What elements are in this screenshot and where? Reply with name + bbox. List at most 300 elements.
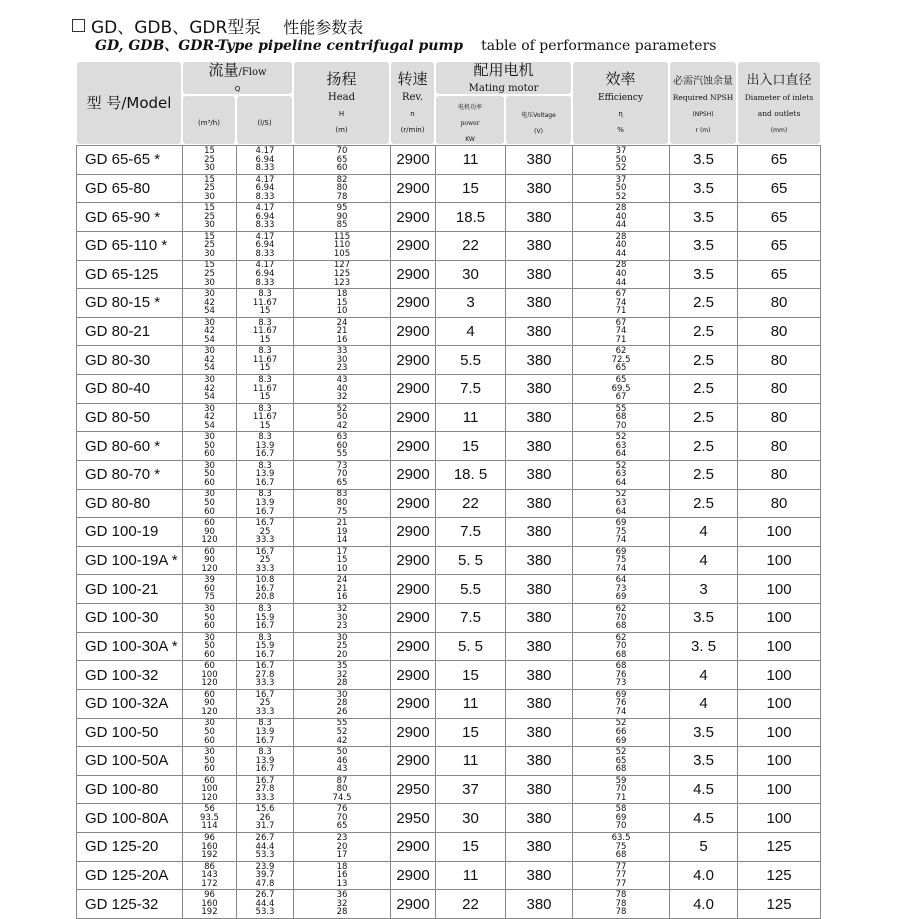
- h-value: 24: [336, 575, 348, 586]
- eff-value: 76: [615, 669, 627, 680]
- eff-value: 63: [615, 440, 627, 451]
- ls-value: 4.17: [255, 203, 275, 214]
- h-cell: [293, 660, 390, 689]
- q-value: 15: [204, 231, 215, 242]
- q-value: 15: [204, 203, 215, 214]
- h-value: 80: [336, 784, 348, 795]
- q-value: 30: [204, 747, 215, 758]
- h-cell: [293, 603, 390, 632]
- h-value: 50: [336, 412, 348, 423]
- title-cn-sub: 性能参数表: [283, 18, 364, 37]
- model-cell: GD 100-19: [76, 517, 182, 546]
- ls-cell: [236, 775, 293, 804]
- title-en: GD, GDB、GDR-Type pipeline centrifugal pump: [95, 38, 464, 54]
- q-value: 54: [204, 334, 215, 345]
- voltage-cell: 380: [505, 660, 572, 689]
- ls-value: 31.7: [255, 821, 275, 832]
- h-value: 20: [336, 649, 348, 660]
- eff-value: 64: [615, 449, 627, 460]
- table-row: [76, 718, 821, 747]
- q-value: 60: [204, 649, 215, 660]
- eff-cell: [572, 803, 669, 832]
- title-cn: GD、GDB、GDR型泵: [91, 18, 262, 38]
- model-cell: GD 125-32: [76, 889, 182, 918]
- table-row: [76, 489, 821, 518]
- diameter-cell: 65: [737, 174, 821, 203]
- rev-cell: 2900: [390, 603, 435, 632]
- q-value: 120: [201, 706, 218, 717]
- q-value: 30: [204, 317, 215, 328]
- ls-value: 10.8: [255, 575, 275, 586]
- eff-cell: [572, 403, 669, 432]
- ls-value: 16.7: [255, 689, 275, 700]
- eff-value: 55: [615, 403, 627, 414]
- ls-cell: [236, 231, 293, 260]
- eff-value: 73: [615, 583, 627, 594]
- ls-cell: [236, 489, 293, 518]
- ls-value: 4.17: [255, 260, 275, 271]
- h-value: 55: [336, 718, 348, 729]
- eff-value: 62: [615, 603, 627, 614]
- ls-value: 15.9: [255, 641, 275, 652]
- eff-value: 75: [615, 555, 627, 566]
- q-value: 25: [204, 183, 215, 194]
- h-value: 73: [336, 460, 348, 471]
- q-value: 96: [204, 832, 215, 843]
- table-row: [76, 202, 821, 231]
- h-value: 83: [336, 489, 348, 500]
- power-cell: 37: [435, 775, 505, 804]
- ls-value: 44.4: [255, 841, 275, 852]
- q-value: 120: [201, 563, 218, 574]
- rev-cell: 2900: [390, 174, 435, 203]
- eff-cell: [572, 288, 669, 317]
- ls-cell: [236, 374, 293, 403]
- eff-value: 52: [615, 191, 627, 202]
- eff-cell: [572, 546, 669, 575]
- eff-value: 67: [615, 392, 627, 403]
- q-cell: [182, 431, 236, 460]
- eff-value: 77: [615, 861, 627, 872]
- rev-cell: 2950: [390, 803, 435, 832]
- ls-cell: [236, 431, 293, 460]
- ls-value: 16.7: [255, 449, 275, 460]
- eff-cell: [572, 517, 669, 546]
- diameter-cell: 80: [737, 345, 821, 374]
- eff-value: 73: [615, 678, 627, 689]
- diameter-cell: 100: [737, 603, 821, 632]
- ls-cell: [236, 861, 293, 890]
- h-value: 65: [336, 154, 348, 165]
- rev-cell: 2900: [390, 374, 435, 403]
- power-cell: 30: [435, 803, 505, 832]
- q-value: 90: [204, 555, 215, 566]
- h-value: 65: [336, 477, 348, 488]
- ls-value: 8.33: [255, 248, 275, 259]
- h-cell: [293, 775, 390, 804]
- ls-value: 8.33: [255, 191, 275, 202]
- q-cell: [182, 775, 236, 804]
- h-value: 42: [336, 735, 348, 746]
- npsh-cell: 3.5: [669, 718, 737, 747]
- q-value: 60: [204, 546, 215, 557]
- voltage-cell: 380: [505, 689, 572, 718]
- q-value: 172: [201, 878, 218, 889]
- voltage-cell: 380: [505, 775, 572, 804]
- h-value: 52: [336, 403, 348, 414]
- ls-value: 27.8: [255, 784, 275, 795]
- eff-value: 64: [615, 506, 627, 517]
- ls-cell: [236, 574, 293, 603]
- q-value: 50: [204, 498, 215, 509]
- ls-value: 25: [259, 555, 271, 566]
- eff-value: 40: [615, 269, 627, 280]
- voltage-cell: 380: [505, 460, 572, 489]
- table-row: [76, 403, 821, 432]
- q-value: 30: [204, 289, 215, 300]
- voltage-cell: 380: [505, 603, 572, 632]
- eff-value: 68: [615, 412, 627, 423]
- h-value: 63: [336, 432, 348, 443]
- npsh-cell: 2.5: [669, 431, 737, 460]
- ls-value: 16.7: [255, 546, 275, 557]
- q-value: 60: [204, 477, 215, 488]
- power-cell: 7.5: [435, 517, 505, 546]
- header-voltage: 电压Voltage (V): [505, 95, 572, 145]
- voltage-cell: 380: [505, 174, 572, 203]
- npsh-cell: 3.5: [669, 145, 737, 174]
- h-value: 60: [336, 163, 348, 174]
- npsh-cell: 3.5: [669, 231, 737, 260]
- ls-value: 13.9: [255, 469, 275, 480]
- power-cell: 15: [435, 431, 505, 460]
- header-efficiency: 效率 Efficiency η %: [572, 61, 669, 145]
- eff-value: 77: [615, 870, 627, 881]
- rev-cell: 2900: [390, 574, 435, 603]
- ls-value: 8.3: [258, 432, 272, 443]
- voltage-cell: 380: [505, 832, 572, 861]
- h-cell: [293, 145, 390, 174]
- table-row: [76, 889, 821, 918]
- h-value: 21: [336, 518, 348, 529]
- ls-value: 6.94: [255, 211, 275, 222]
- eff-value: 74: [615, 326, 627, 337]
- h-value: 21: [336, 583, 348, 594]
- rev-cell: 2900: [390, 403, 435, 432]
- h-cell: [293, 689, 390, 718]
- npsh-cell: 2.5: [669, 460, 737, 489]
- ls-value: 15: [259, 334, 271, 345]
- ls-value: 8.33: [255, 220, 275, 231]
- table-row: [76, 803, 821, 832]
- diameter-cell: 65: [737, 260, 821, 289]
- q-value: 60: [204, 764, 215, 775]
- ls-value: 4.17: [255, 174, 275, 185]
- ls-value: 33.3: [255, 792, 275, 803]
- npsh-cell: 3: [669, 574, 737, 603]
- header-model: 型 号/Model: [76, 61, 182, 145]
- h-value: 74.5: [332, 792, 352, 803]
- h-cell: [293, 260, 390, 289]
- h-cell: [293, 574, 390, 603]
- q-value: 120: [201, 535, 218, 546]
- h-value: 25: [336, 641, 348, 652]
- rev-cell: 2900: [390, 861, 435, 890]
- header-power: 电机功率 power KW: [435, 95, 505, 145]
- eff-value: 72.5: [611, 354, 631, 365]
- power-cell: 22: [435, 889, 505, 918]
- ls-cell: [236, 517, 293, 546]
- npsh-cell: 2.5: [669, 345, 737, 374]
- diameter-cell: 100: [737, 517, 821, 546]
- eff-value: 50: [615, 183, 627, 194]
- header-npsh: 必需汽蚀余量 Required NPSH (NPSH) r (m): [669, 61, 737, 145]
- q-value: 100: [201, 669, 218, 680]
- eff-value: 50: [615, 154, 627, 165]
- eff-value: 68: [615, 649, 627, 660]
- eff-value: 63: [615, 469, 627, 480]
- eff-cell: [572, 460, 669, 489]
- model-cell: GD 125-20A: [76, 861, 182, 890]
- ls-cell: [236, 889, 293, 918]
- model-cell: GD 80-80: [76, 489, 182, 518]
- h-cell: [293, 431, 390, 460]
- ls-cell: [236, 460, 293, 489]
- q-value: 30: [204, 632, 215, 643]
- eff-value: 65: [615, 363, 627, 374]
- power-cell: 11: [435, 746, 505, 775]
- q-value: 50: [204, 612, 215, 623]
- h-cell: [293, 517, 390, 546]
- h-value: 123: [333, 277, 351, 288]
- power-cell: 7.5: [435, 603, 505, 632]
- q-value: 120: [201, 678, 218, 689]
- q-value: 15: [204, 174, 215, 185]
- eff-value: 76: [615, 698, 627, 709]
- eff-cell: [572, 174, 669, 203]
- ls-value: 8.33: [255, 277, 275, 288]
- ls-cell: [236, 288, 293, 317]
- ls-value: 8.3: [258, 374, 272, 385]
- q-cell: [182, 632, 236, 661]
- eff-value: 52: [615, 432, 627, 443]
- ls-value: 26.7: [255, 832, 275, 843]
- voltage-cell: 380: [505, 574, 572, 603]
- h-value: 76: [336, 804, 348, 815]
- power-cell: 15: [435, 174, 505, 203]
- h-cell: [293, 718, 390, 747]
- npsh-cell: 4.5: [669, 775, 737, 804]
- q-value: 60: [204, 583, 215, 594]
- q-value: 60: [204, 621, 215, 632]
- ls-value: 25: [259, 526, 271, 537]
- eff-value: 69: [615, 518, 627, 529]
- h-value: 19: [336, 526, 348, 537]
- q-value: 30: [204, 718, 215, 729]
- q-value: 60: [204, 661, 215, 672]
- header-flow-m3h: (m³/h): [182, 95, 236, 145]
- table-row: [76, 632, 821, 661]
- q-value: 160: [201, 898, 218, 909]
- diameter-cell: 100: [737, 803, 821, 832]
- q-value: 60: [204, 735, 215, 746]
- rev-cell: 2900: [390, 832, 435, 861]
- h-value: 110: [333, 240, 351, 251]
- q-value: 42: [204, 326, 215, 337]
- diameter-cell: 80: [737, 317, 821, 346]
- ls-cell: [236, 746, 293, 775]
- table-row: [76, 574, 821, 603]
- h-value: 16: [336, 870, 348, 881]
- table-body: [76, 145, 821, 918]
- diameter-cell: 65: [737, 202, 821, 231]
- q-value: 56: [204, 804, 215, 815]
- diameter-cell: 80: [737, 374, 821, 403]
- voltage-cell: 380: [505, 517, 572, 546]
- rev-cell: 2900: [390, 517, 435, 546]
- diameter-cell: 80: [737, 403, 821, 432]
- q-value: 60: [204, 689, 215, 700]
- rev-cell: 2900: [390, 317, 435, 346]
- npsh-cell: 3.5: [669, 260, 737, 289]
- q-value: 30: [204, 460, 215, 471]
- h-value: 125: [333, 269, 351, 280]
- diameter-cell: 80: [737, 288, 821, 317]
- h-value: 87: [336, 775, 348, 786]
- power-cell: 22: [435, 489, 505, 518]
- h-value: 127: [333, 260, 351, 271]
- table-row: [76, 603, 821, 632]
- ls-value: 8.3: [258, 603, 272, 614]
- q-value: 39: [204, 575, 215, 586]
- eff-value: 68: [615, 621, 627, 632]
- h-value: 75: [336, 506, 348, 517]
- power-cell: 5.5: [435, 574, 505, 603]
- eff-cell: [572, 775, 669, 804]
- diameter-cell: 100: [737, 660, 821, 689]
- rev-cell: 2900: [390, 260, 435, 289]
- npsh-cell: 2.5: [669, 403, 737, 432]
- q-cell: [182, 317, 236, 346]
- eff-value: 62: [615, 346, 627, 357]
- power-cell: 3: [435, 288, 505, 317]
- model-cell: GD 80-70 *: [76, 460, 182, 489]
- eff-value: 70: [615, 420, 627, 431]
- q-cell: [182, 660, 236, 689]
- power-cell: 18.5: [435, 202, 505, 231]
- eff-cell: [572, 660, 669, 689]
- h-cell: [293, 374, 390, 403]
- eff-value: 69: [615, 812, 627, 823]
- q-cell: [182, 460, 236, 489]
- q-value: 60: [204, 449, 215, 460]
- model-cell: GD 100-50: [76, 718, 182, 747]
- header-flow: 流量/Flow Q: [182, 61, 293, 95]
- diameter-cell: 100: [737, 775, 821, 804]
- npsh-cell: 4: [669, 689, 737, 718]
- model-cell: GD 100-50A: [76, 746, 182, 775]
- h-value: 23: [336, 832, 348, 843]
- voltage-cell: 380: [505, 546, 572, 575]
- h-value: 23: [336, 363, 348, 374]
- ls-value: 6.94: [255, 183, 275, 194]
- model-cell: GD 100-19A *: [76, 546, 182, 575]
- h-value: 16: [336, 334, 348, 345]
- ls-cell: [236, 202, 293, 231]
- ls-value: 8.3: [258, 460, 272, 471]
- q-cell: [182, 832, 236, 861]
- h-value: 30: [336, 612, 348, 623]
- eff-value: 75: [615, 526, 627, 537]
- table-row: [76, 317, 821, 346]
- q-value: 25: [204, 154, 215, 165]
- q-value: 96: [204, 890, 215, 901]
- diameter-cell: 65: [737, 145, 821, 174]
- ls-value: 11.67: [252, 383, 278, 394]
- eff-value: 37: [615, 174, 627, 185]
- power-cell: 11: [435, 861, 505, 890]
- h-value: 30: [336, 632, 348, 643]
- h-value: 80: [336, 498, 348, 509]
- ls-value: 53.3: [255, 850, 275, 861]
- eff-value: 64: [615, 477, 627, 488]
- eff-value: 64: [615, 575, 627, 586]
- eff-cell: [572, 489, 669, 518]
- ls-cell: [236, 632, 293, 661]
- voltage-cell: 380: [505, 431, 572, 460]
- h-value: 42: [336, 420, 348, 431]
- eff-value: 37: [615, 145, 627, 156]
- q-cell: [182, 718, 236, 747]
- header-head: 扬程 Head H (m): [293, 61, 390, 145]
- h-value: 17: [336, 546, 348, 557]
- h-value: 15: [336, 555, 348, 566]
- ls-value: 26.7: [255, 890, 275, 901]
- model-cell: GD 65-90 *: [76, 202, 182, 231]
- eff-value: 78: [615, 890, 627, 901]
- eff-value: 52: [615, 489, 627, 500]
- npsh-cell: 2.5: [669, 489, 737, 518]
- q-value: 60: [204, 506, 215, 517]
- q-value: 192: [201, 850, 218, 861]
- h-value: 85: [336, 220, 348, 231]
- voltage-cell: 380: [505, 718, 572, 747]
- power-cell: 11: [435, 403, 505, 432]
- model-cell: GD 65-110 *: [76, 231, 182, 260]
- power-cell: 4: [435, 317, 505, 346]
- table-row: [76, 231, 821, 260]
- q-cell: [182, 202, 236, 231]
- voltage-cell: 380: [505, 345, 572, 374]
- eff-value: 52: [615, 718, 627, 729]
- h-value: 17: [336, 850, 348, 861]
- h-value: 50: [336, 747, 348, 758]
- q-value: 42: [204, 297, 215, 308]
- ls-value: 39.7: [255, 870, 275, 881]
- ls-value: 13.9: [255, 498, 275, 509]
- ls-value: 33.3: [255, 706, 275, 717]
- eff-cell: [572, 345, 669, 374]
- voltage-cell: 380: [505, 231, 572, 260]
- eff-value: 65: [615, 755, 627, 766]
- ls-value: 15.6: [255, 804, 275, 815]
- ls-value: 33.3: [255, 535, 275, 546]
- q-cell: [182, 574, 236, 603]
- model-cell: GD 65-65 *: [76, 145, 182, 174]
- eff-value: 74: [615, 535, 627, 546]
- rev-cell: 2900: [390, 431, 435, 460]
- diameter-cell: 100: [737, 632, 821, 661]
